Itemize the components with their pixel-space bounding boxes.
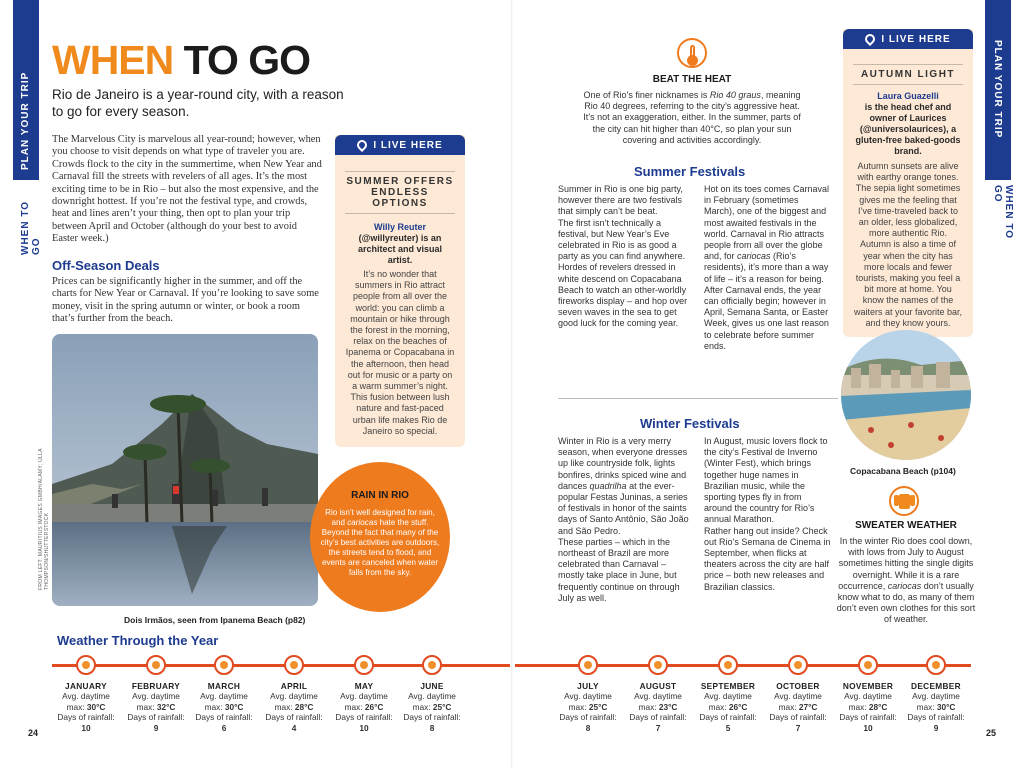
copacabana-illustration [841, 330, 971, 460]
sun-icon [788, 655, 808, 675]
sun-icon [718, 655, 738, 675]
page-title: WHEN TO GO [52, 37, 311, 83]
weather-month: APRIL Avg. daytime max: 28°C Days of rainfall: 4 [265, 681, 323, 733]
summer-festivals-heading: Summer Festivals [634, 164, 746, 179]
page-gutter [511, 0, 513, 768]
rain-heading: RAIN IN RIO [351, 490, 409, 501]
sun-cloud-icon [858, 655, 878, 675]
winter-col2: In August, music lovers flock to the city’s Festival de Inverno (Winter Fest), which brings together huge names in Brazilian music, while the sporting types fly in from around the country for Rio’s annual Marathon. Rather hang out inside? Check out Rio’s Semana de Cinema in September, when flicks at theaters across the city are half price – both new releases and Brazilian classics. [704, 436, 831, 592]
box-text: It’s no wonder that summers in Rio attract people from all over the world: you can climb a mountain or hike through the forest in the morning, relax on the beaches of Ipanema or Copacabana in the afternoon, then head out for music or a party on a warm summer’s night. This fusion between lush nature and fast-paced urban life makes Rio de Janeiro so special. [345, 269, 455, 436]
sweater-heading: SWEATER WEATHER [855, 520, 957, 531]
off-season-heading: Off-Season Deals [52, 258, 160, 273]
right-section-tab-label: PLAN YOUR TRIP [992, 40, 1003, 139]
sweater-text: In the winter Rio does cool down, with lows from July to August sometimes hitting the single digits overnight. While it is a rare occurrence, cariocas don’t usually know what to do, as many of them don’t even own clothes for this sort of weather. [836, 536, 976, 625]
photo-credit: FROM LEFT: MAURITIUS IMAGES GMBH/ALAMY; ULLA THOMPSON/SHUTTERSTOCK [38, 448, 50, 590]
location-pin-icon [355, 138, 369, 152]
section-divider [558, 398, 838, 399]
box-header: I LIVE HERE [335, 135, 465, 155]
weather-month: DECEMBER Avg. daytime max: 30°C Days of rainfall: 9 [907, 681, 965, 733]
photo-dois-irmaos [52, 334, 318, 606]
weather-month: NOVEMBER Avg. daytime max: 28°C Days of rainfall: 10 [839, 681, 897, 733]
beat-the-heat-heading: BEAT THE HEAT [652, 74, 732, 85]
right-chapter-label: WHEN TO GO [992, 185, 1014, 240]
sun-cloud-icon [354, 655, 374, 675]
winter-col1: Winter in Rio is a very merry season, when everyone dresses up like countryside folk, lights bonfires, drinks spiced wine and dances quadrilha at the ever-popular Festas Juninas, a series of festivals in honor of the saints days of Santo Antônio, São João and São Pedro. These parties – which in the northeast of Brazil are more celebrated than Carnaval – mostly take place in June, but frequently continue on through July as well. [558, 436, 689, 603]
weather-month: JUNE Avg. daytime max: 25°C Days of rainfall: 8 [403, 681, 461, 733]
location-pin-icon [863, 32, 877, 46]
sun-cloud-icon [422, 655, 442, 675]
sun-cloud-icon [926, 655, 946, 675]
rain-text: Rio isn’t well designed for rain, and cariocas hate the stuff. Beyond the fact that many of the city’s best activities are outdoors, the streets tend to flood, and events are canceled when water falls from the sky. [320, 508, 440, 577]
weather-month: JANUARY Avg. daytime max: 30°C Days of rainfall: 10 [57, 681, 115, 733]
summer-col1: Summer in Rio is one big party, however there are two festivals that simply can’t be beat. The first isn’t technically a festival, but New Year’s Eve celebrated in Rio is as good a party as you can find anywhere. Hordes of revelers dressed in white descend on Copacabana Beach to watch an other-worldly fireworks display – and hop over seven waves in the sea to get good luck for the coming year. [558, 184, 688, 329]
i-live-here-box-autumn [843, 29, 973, 337]
weather-month: FEBRUARY Avg. daytime max: 32°C Days of rainfall: 9 [127, 681, 185, 733]
left-page-number: 24 [28, 728, 39, 738]
weather-heading: Weather Through the Year [57, 633, 219, 648]
box-title: AUTUMN LIGHT [853, 64, 963, 85]
sweater-icon [889, 486, 919, 516]
weather-month: JULY Avg. daytime max: 25°C Days of rainfall: 8 [559, 681, 617, 733]
intro-paragraph: The Marvelous City is marvelous all year-round; however, when you choose to visit depends on what type of traveler you are. Crowds flock to the city in the summertime, when New Year and Carnaval fill the streets with revelers of all ages. It’s the most exciting time to be in Rio – but also the most expensive, and the downright hottest. If you’re not the festival type, and crowds, heat and lines aren’t your thing, then opt to plan your trip between April and October (although do your best to avoid Easter week.) [52, 134, 322, 245]
winter-festivals-heading: Winter Festivals [640, 416, 740, 431]
cloud-icon [578, 655, 598, 675]
beat-the-heat-text: One of Rio’s finer nicknames is Rio 40 graus, meaning Rio 40 degrees, referring to the city’s aggressive heat. It’s not an exaggeration, either. In the summer, parts of the city can hit higher than 40°C, so plan your sun covering and activities accordingly. [583, 90, 801, 145]
lede-text: Rio de Janeiro is a year-round city, with a reason to go for every season. [52, 87, 344, 119]
left-chapter-label: WHEN TO GO [20, 200, 42, 255]
rain-in-rio-circle [310, 462, 450, 612]
box-text: Autumn sunsets are alive with earthy orange tones. The sepia light sometimes gives me the feeling that I’ve time-traveled back to an older, less globalized, more authentic Rio. Autumn is also a time of year when the city has more locals and fewer tourists, making you feel a bit more at home. You know the names of the waiters at your favorite bar, and they know yours. [853, 161, 963, 328]
box-bio: Willy Reuter (@willyreuter) is an architect and visual artist. [357, 222, 443, 265]
weather-month: OCTOBER Avg. daytime max: 27°C Days of rainfall: 7 [769, 681, 827, 733]
weather-month: MARCH Avg. daytime max: 30°C Days of rainfall: 6 [195, 681, 253, 733]
photo2-caption: Copacabana Beach (p104) [850, 466, 956, 476]
box-bio: Laura Guazelli is the head chef and owner of Laurices (@universolaurices), a gluten-free baked-goods brand. [855, 91, 961, 156]
sun-icon [648, 655, 668, 675]
thermometer-icon [677, 38, 707, 68]
photo1-caption: Dois Irmãos, seen from Ipanema Beach (p82) [124, 615, 306, 625]
right-page-number: 25 [986, 728, 997, 738]
sun-icon [146, 655, 166, 675]
sun-icon [76, 655, 96, 675]
dois-irmaos-illustration [52, 334, 318, 606]
off-season-paragraph: Prices can be significantly higher in the summer, and off the charts for New Year or Carnaval. If you’re looking to save some money, visit in the spring autumn or winter, or book a room that’s further from the beach. [52, 276, 319, 325]
left-section-tab-label: PLAN YOUR TRIP [20, 71, 31, 170]
weather-month: MAY Avg. daytime max: 26°C Days of rainfall: 10 [335, 681, 393, 733]
sun-icon [284, 655, 304, 675]
box-header: I LIVE HERE [843, 29, 973, 49]
sun-icon [214, 655, 234, 675]
weather-month: AUGUST Avg. daytime max: 23°C Days of rainfall: 7 [629, 681, 687, 733]
i-live-here-box-summer [335, 135, 465, 447]
photo-copacabana [841, 330, 971, 460]
summer-col2: Hot on its toes comes Carnaval in February (sometimes March), one of the biggest and most awaited festivals in the world. Carnaval in Rio attracts people from all over the globe and, for cariocas (Rio’s residents), it’s more than a way of life – it’s a reason for being. After Carnaval ends, the year can officially begin; however in April, Semana Santa, or Easter Week, gives us one last reason to celebrate before summer ends. [704, 184, 830, 351]
weather-month: SEPTEMBER Avg. daytime max: 26°C Days of rainfall: 5 [699, 681, 757, 733]
box-title: SUMMER OFFERS ENDLESS OPTIONS [345, 171, 455, 214]
